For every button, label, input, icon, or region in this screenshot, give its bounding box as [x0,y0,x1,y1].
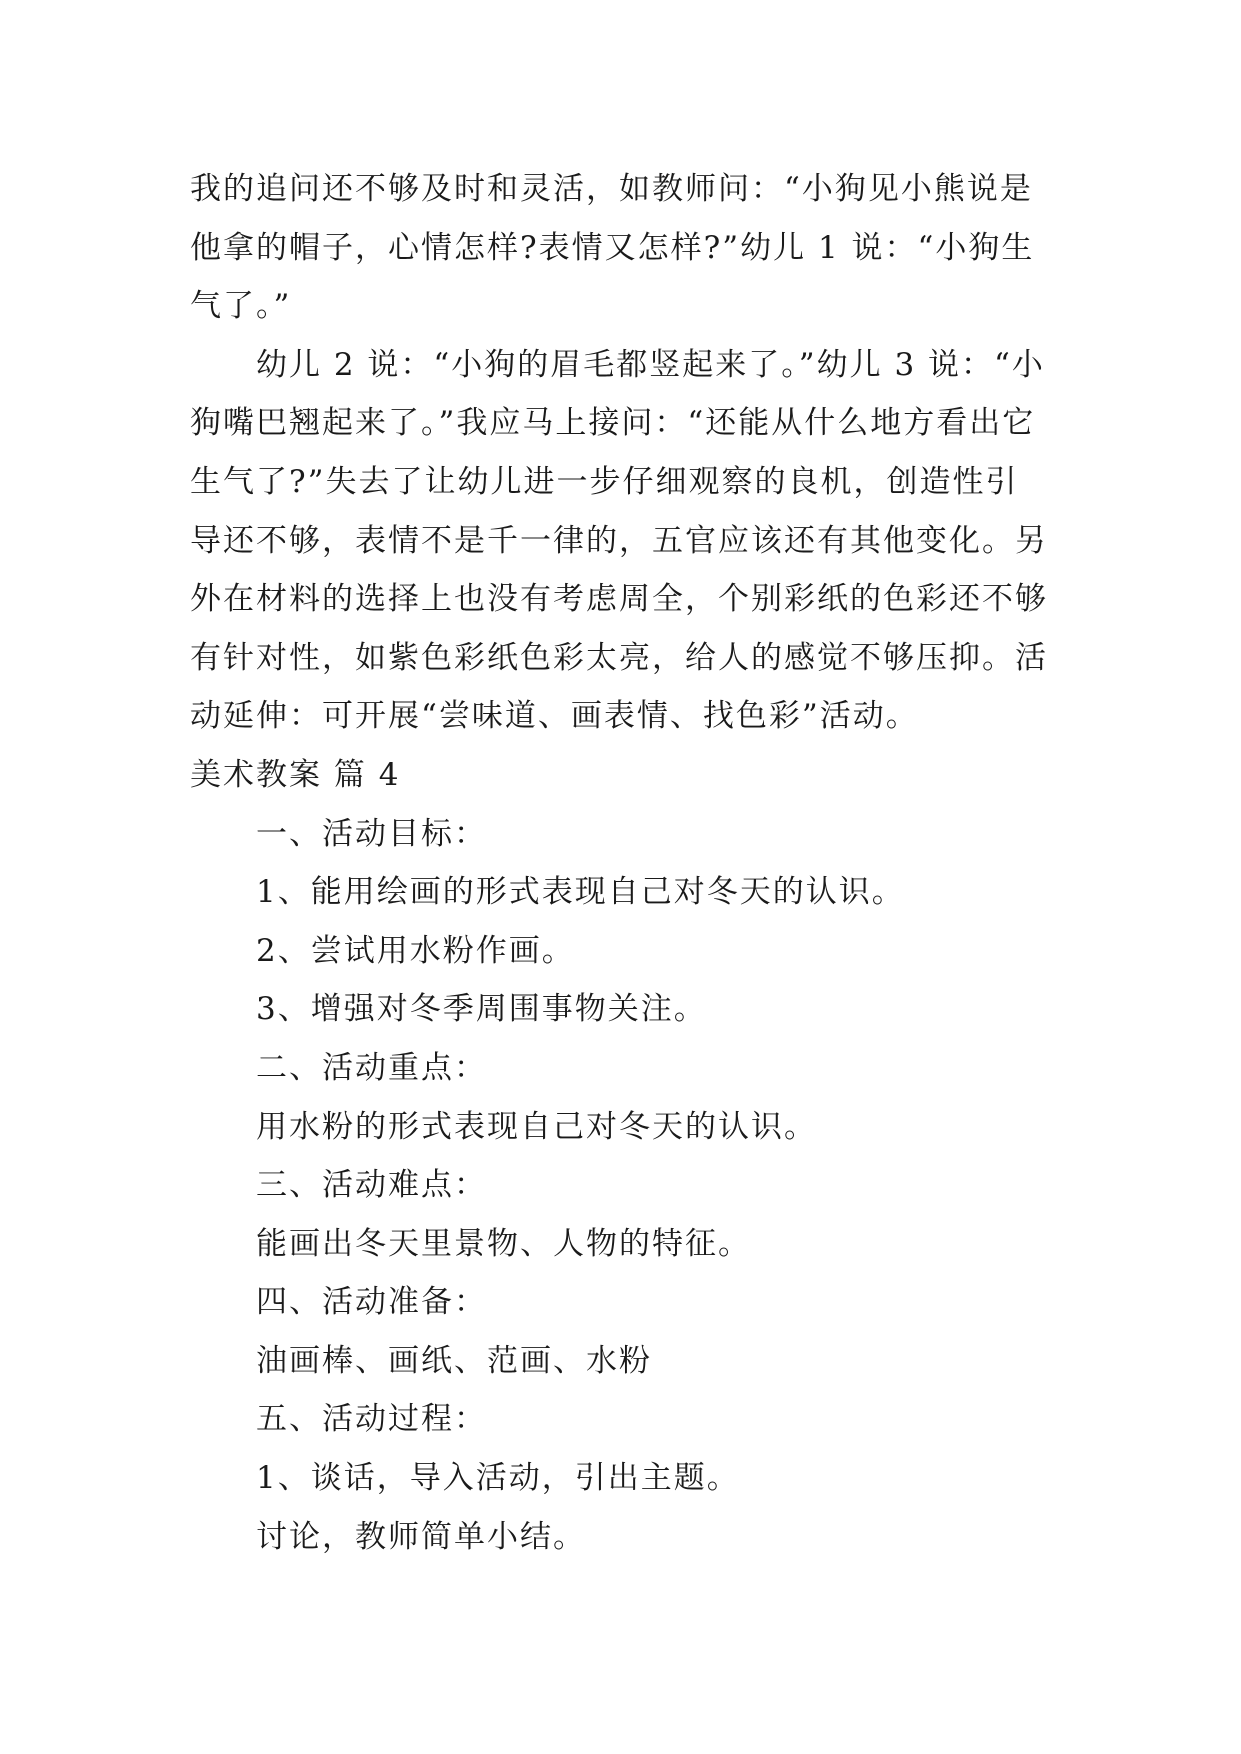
paragraph-line: 导还不够，表情不是千一律的，五官应该还有其他变化。另 [190,522,1048,559]
list-item: 1、能用绘画的形式表现自己对冬天的认识。 [256,874,905,911]
section-text: 能画出冬天里景物、人物的特征。 [256,1225,751,1262]
section-title-key-points: 二、活动重点： [256,1049,487,1086]
section-title-process: 五、活动过程： [256,1401,487,1438]
paragraph-line: 他拿的帽子，心情怎样?表情又怎样?”幼儿 1 说：“小狗生 [190,229,1035,266]
paragraph-line: 外在材料的选择上也没有考虑周全，个别彩纸的色彩还不够 [190,581,1048,618]
paragraph-line: 生气了?”失去了让幼儿进一步仔细观察的良机，创造性引 [190,463,1019,500]
paragraph-line: 有针对性，如紫色彩纸色彩太亮，给人的感觉不够压抑。活 [190,639,1048,676]
list-item: 1、谈话，导入活动，引出主题。 [256,1460,740,1497]
section-heading: 美术教案 篇 4 [190,756,401,793]
paragraph-line: 狗嘴巴翘起来了。”我应马上接问：“还能从什么地方看出它 [190,405,1036,442]
section-text: 油画棒、画纸、范画、水粉 [256,1342,652,1379]
section-title-goals: 一、活动目标： [256,815,487,852]
paragraph-line: 我的追问还不够及时和灵活，如教师问：“小狗见小熊说是 [190,171,1033,207]
section-title-difficulties: 三、活动难点： [256,1167,487,1204]
section-title-preparation: 四、活动准备： [256,1284,487,1321]
paragraph-line: 动延伸：可开展“尝味道、画表情、找色彩”活动。 [190,698,919,735]
section-text: 用水粉的形式表现自己对冬天的认识。 [256,1108,817,1145]
list-item: 3、增强对冬季周围事物关注。 [256,991,707,1028]
paragraph-line: 气了。” [190,288,292,325]
list-item: 2、尝试用水粉作画。 [256,932,575,969]
paragraph-line: 幼儿 2 说：“小狗的眉毛都竖起来了。”幼儿 3 说：“小 [256,346,1045,383]
document-body [190,160,1050,1566]
section-text: 讨论，教师简单小结。 [256,1518,586,1555]
